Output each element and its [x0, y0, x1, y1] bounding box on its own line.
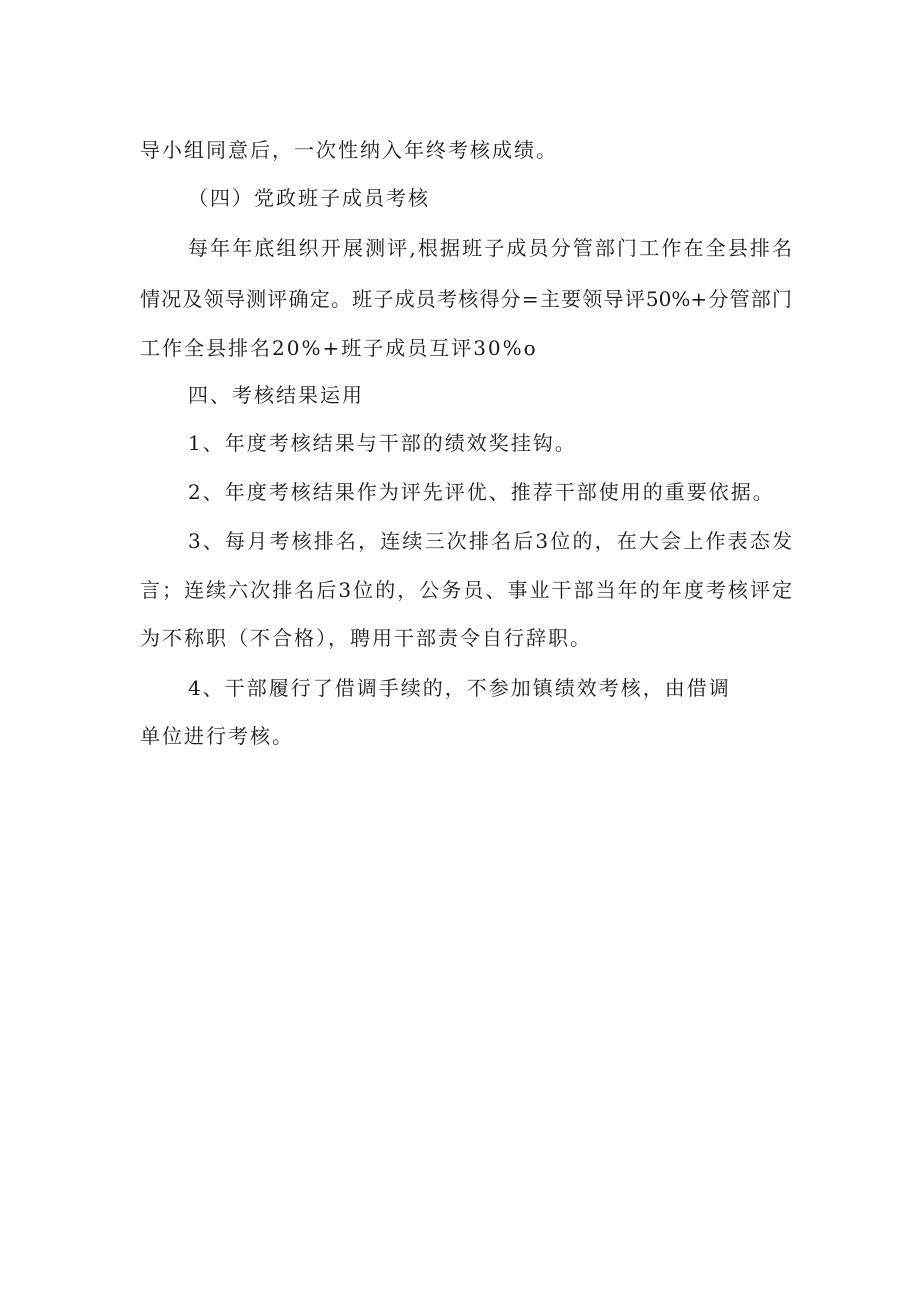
list-item: 4、干部履行了借调手续的，不参加镇绩效考核，由借调: [188, 676, 731, 700]
paragraph-line: 每年年底组织开展测评,根据班子成员分管部门工作在全县排名: [188, 236, 792, 260]
paragraph-continuation: 导小组同意后，一次性纳入年终考核成绩。: [140, 138, 558, 162]
list-item: 3、每月考核排名，连续三次排名后3位的，在大会上作表态发: [188, 529, 792, 553]
list-item: 2、年度考核结果作为评先评优、推荐干部使用的重要依据。: [188, 480, 775, 504]
paragraph-line: 言；连续六次排名后3位的，公务员、事业干部当年的年度考核评定: [140, 578, 792, 602]
list-item: 1、年度考核结果与干部的绩效奖挂钩。: [188, 431, 577, 455]
paragraph-line: 单位进行考核。: [140, 724, 294, 748]
paragraph-line: 工作全县排名20%+班子成员互评30%o: [140, 336, 538, 360]
section-heading-results-application: 四、考核结果运用: [188, 383, 364, 407]
paragraph-line: 情况及领导测评确定。班子成员考核得分=主要领导评50%+分管部门: [140, 287, 792, 311]
paragraph-line: 为不称职（不合格），聘用干部责令自行辞职。: [140, 626, 592, 650]
section-heading-leadership-assessment: （四）党政班子成员考核: [188, 186, 430, 210]
